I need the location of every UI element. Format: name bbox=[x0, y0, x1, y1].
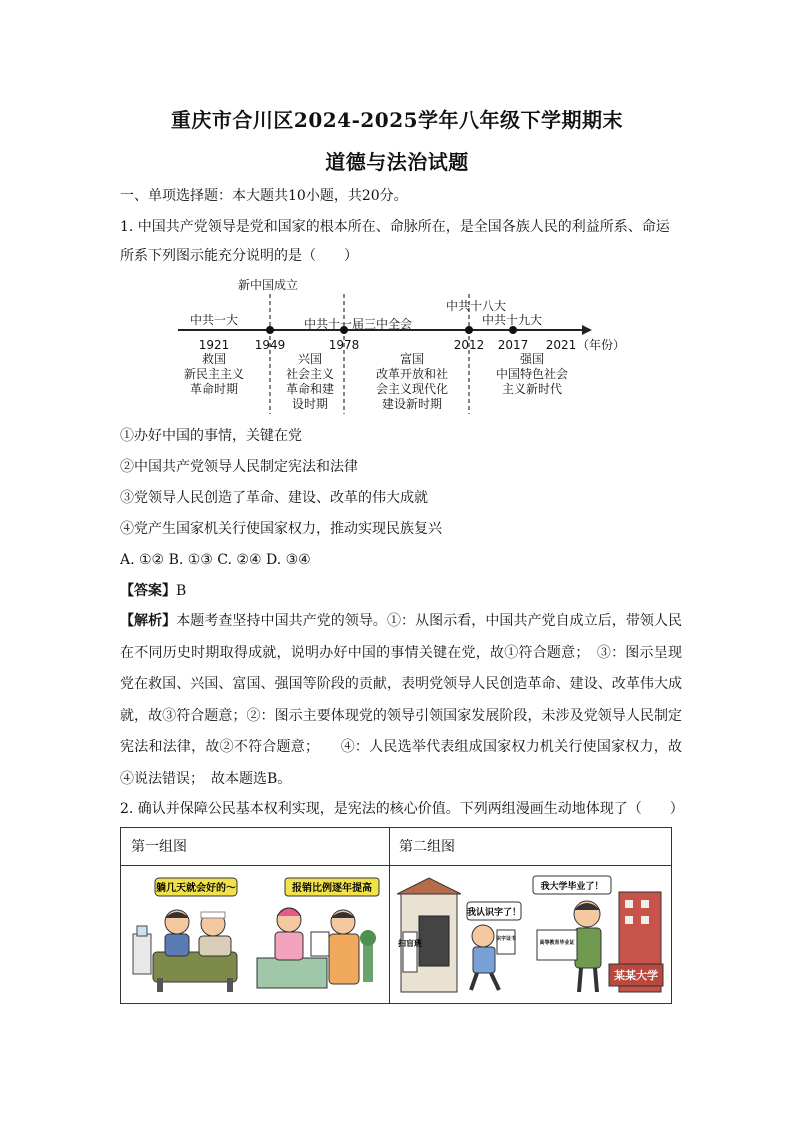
cartoon2-caption: 报销比例逐年提高 bbox=[292, 883, 372, 894]
cartoon-reimbursement bbox=[251, 872, 383, 996]
q1-stem-line2: 所系下列图示能充分说明的是（ ） bbox=[120, 248, 358, 264]
group2-header: 第二组图 bbox=[389, 828, 671, 866]
cartoon3-caption: 我认识字了！ bbox=[466, 908, 522, 918]
cartoon4-cert: 高等教育毕业证 bbox=[539, 940, 575, 946]
q1-choices: A. ①② B. ①③ C. ②④ D. ③④ bbox=[120, 552, 311, 568]
q2-stem: 2. 确认并保障公民基本权利实现，是宪法的核心价值。下列两组漫画生动地体现了（ ） bbox=[120, 801, 684, 817]
cartoon-graduate bbox=[529, 872, 665, 996]
answer-label: 【答案】 bbox=[120, 583, 176, 599]
year-unit: （年份） bbox=[576, 338, 626, 352]
q1-answer bbox=[120, 581, 680, 601]
year-2012: 2012 bbox=[453, 338, 485, 352]
year-2021: 2021 bbox=[545, 338, 577, 352]
cartoon3-sign: 扫盲班 bbox=[398, 939, 422, 948]
label-third-plenum: 中共十一届三中全会 bbox=[303, 317, 413, 331]
period4-line3: 主义新时代 bbox=[501, 382, 563, 396]
q1-timeline-figure bbox=[120, 272, 680, 422]
year-1921: 1921 bbox=[198, 338, 230, 352]
dot-2017 bbox=[509, 326, 517, 334]
year-1978: 1978 bbox=[328, 338, 360, 352]
q1-option-4: ④党产生国家机关行使国家权力，推动实现民族复兴 bbox=[120, 521, 442, 537]
period1-line2: 新民主主义 bbox=[183, 367, 245, 381]
label-new-china: 新中国成立 bbox=[237, 278, 299, 292]
cartoon4-caption: 我大学毕业了！ bbox=[540, 882, 604, 892]
dot-1949 bbox=[266, 326, 274, 334]
q1-stem-line1: 1. 中国共产党领导是党和国家的根本所在、命脉所在，是全国各族人民的利益所系、命运 bbox=[120, 219, 670, 235]
period2-line1: 兴国 bbox=[297, 352, 323, 366]
q1-option-1: ①办好中国的事情，关键在党 bbox=[120, 428, 302, 444]
q1-option-2: ②中国共产党领导人民制定宪法和法律 bbox=[120, 459, 358, 475]
period3-line4: 建设新时期 bbox=[381, 397, 443, 411]
table-divider bbox=[389, 828, 390, 1003]
dot-2012 bbox=[465, 326, 473, 334]
timeline-arrow-icon bbox=[582, 325, 592, 335]
period1-line3: 革命时期 bbox=[189, 382, 239, 396]
exam-title-line2: 道德与法治试题 bbox=[325, 150, 469, 174]
period2-line4: 设时期 bbox=[291, 397, 329, 411]
period2-line2: 社会主义 bbox=[285, 367, 335, 381]
section-heading: 一、单项选择题：本大题共10小题，共20分。 bbox=[120, 188, 408, 204]
period3-line2: 改革开放和社 bbox=[375, 367, 449, 381]
period2-line3: 革命和建 bbox=[285, 382, 335, 396]
period4-line1: 强国 bbox=[519, 352, 545, 366]
q1-option-3: ③党领导人民创造了革命、建设、改革的伟大成就 bbox=[120, 490, 428, 506]
year-2017: 2017 bbox=[497, 338, 529, 352]
label-18th-congress: 中共十八大 bbox=[445, 299, 507, 313]
year-1949: 1949 bbox=[254, 338, 286, 352]
label-first-congress: 中共一大 bbox=[189, 313, 239, 327]
label-19th-congress: 中共十九大 bbox=[481, 313, 543, 327]
answer-value: B bbox=[176, 583, 187, 599]
cartoon-literacy bbox=[397, 872, 523, 996]
q1-analysis bbox=[120, 606, 682, 795]
q2-cartoon-table bbox=[120, 827, 672, 1004]
period3-line1: 富国 bbox=[399, 352, 425, 366]
cartoon-sick-patient bbox=[129, 872, 245, 996]
period1-line1: 救国 bbox=[201, 352, 227, 366]
cartoon3-paper: 识字证书 bbox=[495, 936, 517, 942]
cartoon4-school: 某某大学 bbox=[614, 969, 658, 982]
period3-line3: 会主义现代化 bbox=[375, 382, 449, 396]
cartoon1-caption: 躺几天就会好的～ bbox=[156, 883, 236, 894]
group1-header: 第一组图 bbox=[121, 828, 389, 866]
exam-title-line1: 重庆市合川区2024-2025学年八年级下学期期末 bbox=[170, 108, 624, 132]
analysis-text: 本题考查坚持中国共产党的领导。①：从图示看，中国共产党自成立后，带领人民在不同历史时期取得成就，说明办好中国的事情关键在党，故①符合题意； ③：图示呈现党在救国、兴国、富国、强国等阶段的贡献，表明党领导人民创造革命、建设、改革伟大成就，故③符合题意；②：图示主要体现党的领导引领国家发展阶段，未涉及党领导人民制定宪法和法律，故②不符合题意； ④：人民选举代表组成国家权力机关行使国家权力，故④说法错误； 故本题选B。 bbox=[120, 613, 683, 787]
period4-line2: 中国特色社会 bbox=[495, 367, 569, 381]
analysis-label: 【解析】 bbox=[120, 613, 177, 629]
